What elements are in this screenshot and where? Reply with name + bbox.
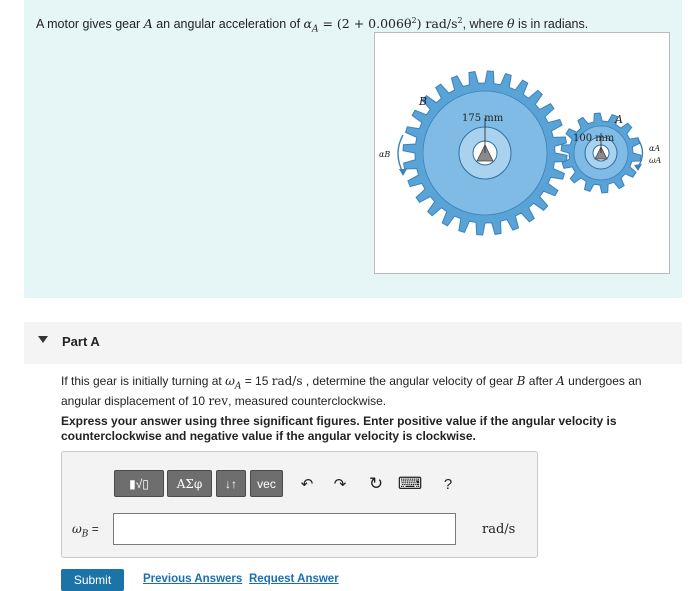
- dimension-100: 100 mm: [573, 133, 615, 144]
- alpha-b-arrow: [398, 135, 403, 173]
- gear-a-symbol: A: [556, 374, 565, 388]
- gears-diagram: [375, 33, 669, 273]
- redo-icon[interactable]: ↷: [333, 476, 347, 493]
- equation-close: ): [416, 16, 426, 32]
- omega-b-symbol: ω: [72, 522, 82, 536]
- answer-input[interactable]: [113, 513, 456, 545]
- undo-icon[interactable]: ↶: [300, 476, 314, 493]
- answer-units: rad/s: [482, 522, 516, 537]
- omega-symbol: ω: [225, 374, 235, 388]
- label-a: A: [615, 113, 623, 126]
- unit-exponent: 2: [457, 16, 463, 25]
- alpha-b-arrowhead: [399, 169, 407, 176]
- question-text: , measured counterclockwise.: [228, 394, 387, 409]
- statement-text: A motor gives gear: [36, 17, 144, 32]
- alpha-subscript: A: [311, 24, 319, 35]
- equation: = (2 + 0.006θ: [318, 16, 412, 32]
- part-title: Part A: [62, 334, 100, 349]
- rev-unit: rev: [208, 394, 229, 409]
- question-text: , determine the angular velocity of gear: [302, 374, 517, 388]
- request-answer-link[interactable]: Request Answer: [249, 573, 339, 585]
- previous-answers-link[interactable]: Previous Answers: [143, 573, 243, 585]
- subscript-superscript-button[interactable]: ↓↑: [216, 470, 246, 497]
- question-text: undergoes an angular displacement of 10: [61, 374, 642, 409]
- vector-button[interactable]: vec: [250, 470, 283, 497]
- part-a-header[interactable]: [24, 322, 682, 364]
- omega-a-label: ωA: [649, 156, 662, 165]
- question-text: = 15: [241, 374, 272, 388]
- alpha-a-arrowhead: [634, 164, 642, 171]
- equation-unit: rad/s: [425, 16, 458, 32]
- alpha-a-label: αA: [649, 144, 661, 153]
- collapse-caret-icon[interactable]: [38, 336, 48, 343]
- question-unit: rad/s: [271, 374, 303, 388]
- gear-a-symbol: A: [143, 16, 153, 32]
- problem-panel: [24, 0, 682, 298]
- statement-text: an angular acceleration of: [152, 17, 304, 32]
- statement-text: is in radians.: [514, 17, 589, 32]
- alpha-symbol: α: [303, 16, 312, 32]
- omega-subscript: A: [234, 381, 242, 392]
- alpha-b-label: αB: [379, 150, 391, 159]
- theta-symbol: θ: [507, 16, 515, 32]
- reset-icon[interactable]: ↻: [368, 474, 384, 493]
- part-question: [61, 374, 661, 409]
- equals-sign: =: [88, 522, 99, 536]
- equation-exponent: 2: [411, 16, 417, 25]
- help-icon[interactable]: ?: [443, 475, 453, 493]
- question-text: If this gear is initially turning at: [61, 374, 226, 388]
- templates-button[interactable]: ▮√▯: [114, 470, 164, 497]
- answer-instructions: Express your answer using three significant figures. Enter positive value if the angular velocity is counterclockwise and negative value if the angular velocity is clockwise.: [61, 414, 617, 443]
- statement-text: , where: [462, 17, 508, 32]
- answer-label: [72, 522, 99, 539]
- keyboard-icon[interactable]: ⌨: [397, 474, 423, 493]
- gear-figure: [374, 32, 670, 274]
- submit-button[interactable]: Submit: [61, 569, 124, 591]
- label-b: B: [419, 95, 428, 108]
- answer-box: [61, 451, 538, 558]
- gear-b-symbol: B: [516, 374, 526, 388]
- omega-b-subscript: B: [81, 529, 89, 540]
- dimension-175: 175 mm: [462, 113, 504, 124]
- greek-symbols-button[interactable]: ΑΣφ: [167, 470, 212, 497]
- question-text: after: [525, 374, 557, 388]
